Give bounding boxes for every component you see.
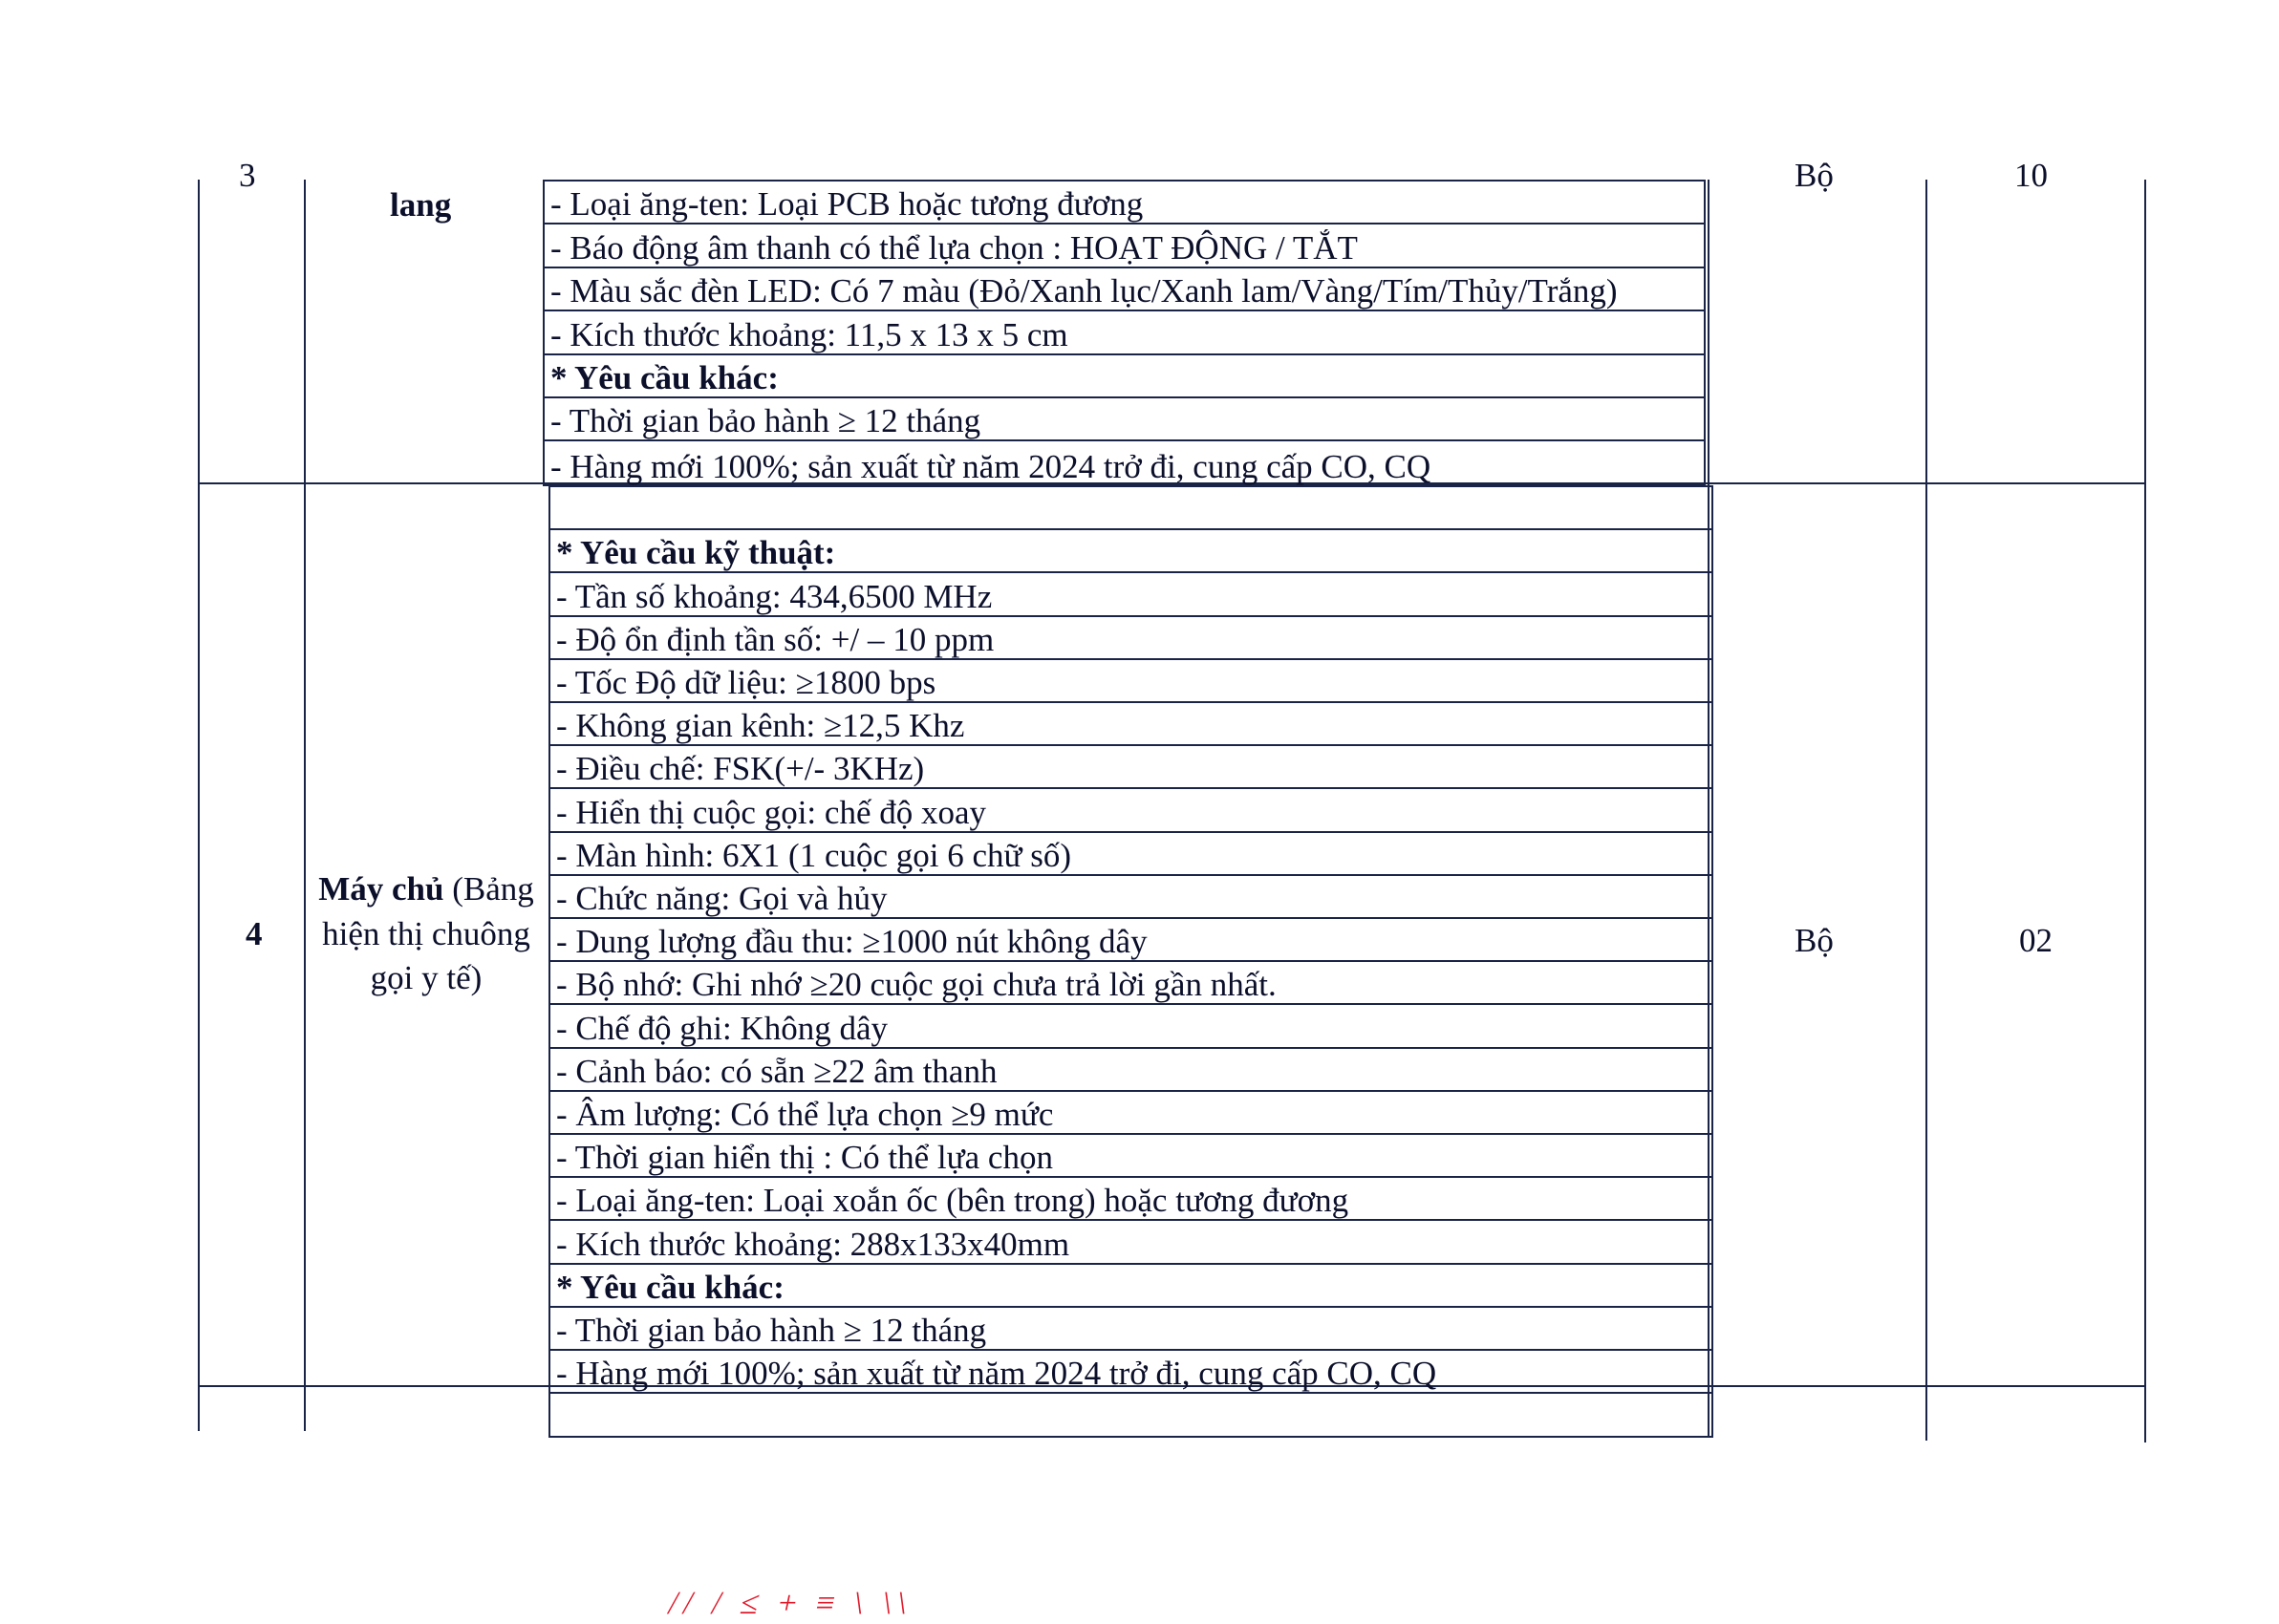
row3-qty-text: 10 <box>2014 157 2048 194</box>
row4-name-line1 <box>312 867 541 912</box>
row4-spec-row: - Âm lượng: Có thể lựa chọn ≥9 mức <box>550 1092 1711 1135</box>
row4-name-line3: gọi y tế) <box>370 959 483 997</box>
row4-spec-row: - Điều chế: FSK(+/- 3KHz) <box>550 746 1711 789</box>
row4-spec-row <box>550 1394 1711 1437</box>
row4-spec-row: - Độ ổn định tần số: +/ – 10 ppm <box>550 617 1711 660</box>
row4-spec-row: - Hàng mới 100%; sản xuất từ năm 2024 trở đi, cung cấp CO, CQ <box>550 1351 1711 1394</box>
row4-name-line2: hiện thị chuông <box>322 914 530 952</box>
row4-spec-table <box>548 485 1713 1438</box>
row4-unit: Bộ <box>1795 922 1834 959</box>
row4-name-bold: Máy chủ <box>318 870 444 908</box>
row3-spec-row: * Yêu cầu khác: <box>545 355 1704 398</box>
row4-spec-row: - Thời gian bảo hành ≥ 12 tháng <box>550 1308 1711 1351</box>
row3-spec-row: - Thời gian bảo hành ≥ 12 tháng <box>545 398 1704 441</box>
row3-qty <box>2014 157 2062 197</box>
row4-spec-row: - Thời gian hiển thị : Có thể lựa chọn <box>550 1135 1711 1178</box>
row4-spec-row: - Hiển thị cuộc gọi: chế độ xoay <box>550 789 1711 832</box>
row3-spec-row: - Kích thước khoảng: 11,5 x 13 x 5 cm <box>545 311 1704 354</box>
row4-spec-row: - Loại ăng-ten: Loại xoắn ốc (bên trong) hoặc tương đương <box>550 1178 1711 1221</box>
row4-stt: 4 <box>246 915 263 952</box>
red-stamp-fragment: // / ≤ + ≡ \ \\ <box>665 1586 916 1621</box>
table-border-left <box>198 180 200 1431</box>
row3-spec-row: - Hàng mới 100%; sản xuất từ năm 2024 trở đi, cung cấp CO, CQ <box>550 447 1431 485</box>
row3-spec-row: - Báo động âm thanh có thể lựa chọn : HOẠT ĐỘNG / TẮT <box>545 224 1704 267</box>
row4-spec-row: - Màn hình: 6X1 (1 cuộc gọi 6 chữ số) <box>550 833 1711 876</box>
row4-spec-row: * Yêu cầu khác: <box>550 1265 1711 1308</box>
row4-spec-row: * Yêu cầu kỹ thuật: <box>550 530 1711 573</box>
row4-spec-row: - Cảnh báo: có sẵn ≥22 âm thanh <box>550 1049 1711 1092</box>
row3-spec-table <box>543 180 1706 486</box>
row4-spec-row: - Dung lượng đầu thu: ≥1000 nút không dây <box>550 919 1711 962</box>
row3-stt-text: 3 <box>239 157 256 194</box>
row4-spec-row: - Tần số khoảng: 434,6500 MHz <box>550 573 1711 616</box>
row3-spec-row: - Màu sắc đèn LED: Có 7 màu (Đỏ/Xanh lục/Xanh lam/Vàng/Tím/Thủy/Trắng) <box>545 268 1704 311</box>
table-divider-stt <box>304 180 306 1431</box>
row4-name <box>312 867 541 1001</box>
row4-spec-row: - Chức năng: Gọi và hủy <box>550 876 1711 919</box>
row3-unit <box>1795 157 1852 197</box>
row3-unit-text: Bộ <box>1795 157 1834 194</box>
row3-spec-row: - Loại ăng-ten: Loại PCB hoặc tương đương <box>545 182 1704 224</box>
row4-spec-row: - Tốc Độ dữ liệu: ≥1800 bps <box>550 660 1711 703</box>
row4-name-rest1: (Bảng <box>443 870 534 908</box>
row4-spec-row: - Kích thước khoảng: 288x133x40mm <box>550 1221 1711 1264</box>
table-divider-qty <box>1925 180 1927 1441</box>
row4-spec-row <box>550 487 1711 530</box>
row3-name: lang <box>390 186 452 224</box>
table-border-right <box>2144 180 2146 1442</box>
row3-stt <box>239 157 268 199</box>
row4-spec-row: - Bộ nhớ: Ghi nhớ ≥20 cuộc gọi chưa trả lời gần nhất. <box>550 962 1711 1005</box>
row4-qty: 02 <box>2019 922 2053 959</box>
row4-spec-row: - Chế độ ghi: Không dây <box>550 1005 1711 1048</box>
row4-spec-row: - Không gian kênh: ≥12,5 Khz <box>550 703 1711 746</box>
